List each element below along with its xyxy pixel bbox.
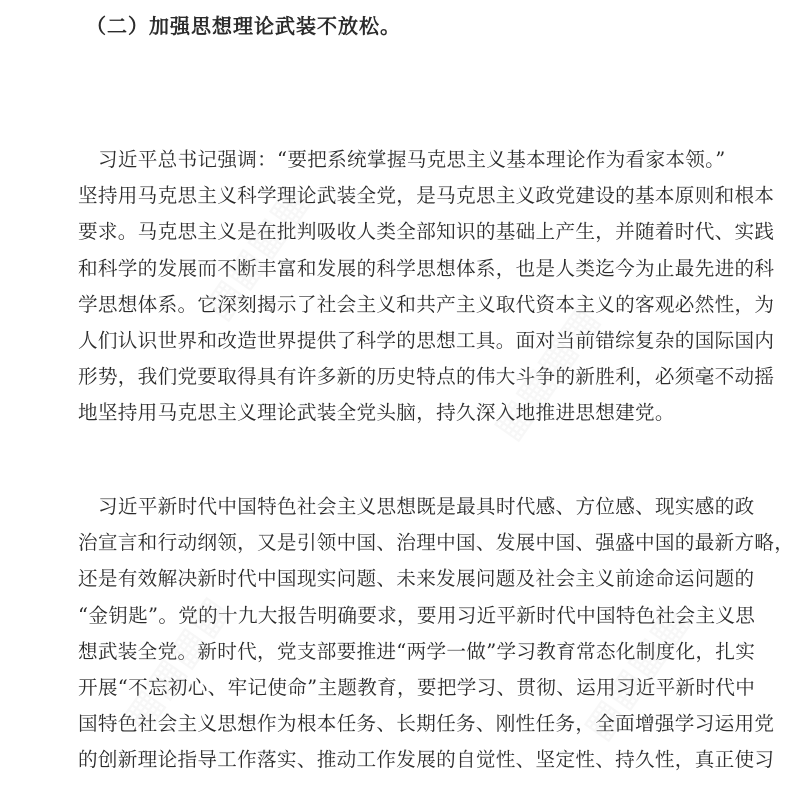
paragraph-line: 的创新理论指导工作落实、推动工作发展的自觉性、坚定性、持久性，真正使习 [78,748,775,772]
paragraph-line: 治宣言和行动纲领，又是引领中国、治理中国、发展中国、强盛中国的最新方略， [78,531,795,555]
paragraph-line: 坚持用马克思主义科学理论武装全党，是马克思主义政党建设的基本原则和根本 [78,184,775,208]
watermark: ▦▦▦▦ [483,297,608,449]
paragraph-line: 习近平总书记强调：“要把系统掌握马克思主义基本理论作为看家本领。” [98,148,726,171]
watermark: ▦▦▦▦ [193,177,318,329]
watermark: ▦▦▦▦ [113,587,238,739]
paragraph-line: “金钥匙”。党的十九大报告明确要求，要用习近平新时代中国特色社会主义思 [78,603,756,627]
paragraph-line: 要求。马克思主义是在批判吸收人类全部知识的基础上产生，并随着时代、实践 [78,220,775,244]
paragraph-line: 想武装全党。新时代，党支部要推进“两学一做”学习教育常态化制度化，扎实 [78,639,756,663]
paragraph-line: 形势，我们党要取得具有许多新的历史特点的伟大斗争的新胜利，必须毫不动摇 [78,365,775,389]
paragraph-2 [78,489,800,779]
paragraph-line: 还是有效解决新时代中国现实问题、未来发展问题及社会主义前途命运问题的 [78,567,755,591]
section-heading: （二）加强思想理论武装不放松。 [86,14,401,38]
paragraph-line: 习近平新时代中国特色社会主义思想既是最具时代感、方位感、现实感的政 [98,495,755,518]
paragraph-line: 和科学的发展而不断丰富和发展的科学思想体系，也是人类迄今为止最先进的科 [78,256,775,280]
paragraph-line: 国特色社会主义思想作为根本任务、长期任务、刚性任务，全面增强学习运用党 [78,712,775,736]
watermark: ▦▦▦▦ [573,597,698,749]
paragraph-line: 地坚持用马克思主义理论武装全党头脑，持久深入地推进思想建党。 [78,401,675,425]
paragraph-line: 学思想体系。它深刻揭示了社会主义和共产主义取代资本主义的客观必然性，为 [78,292,775,316]
paragraph-line: 开展“不忘初心、牢记使命”主题教育，要把学习、贯彻、运用习近平新时代中 [78,675,756,699]
paragraph-1 [78,142,800,432]
paragraph-line: 人们认识世界和改造世界提供了科学的思想工具。面对当前错综复杂的国际国内 [78,328,775,352]
